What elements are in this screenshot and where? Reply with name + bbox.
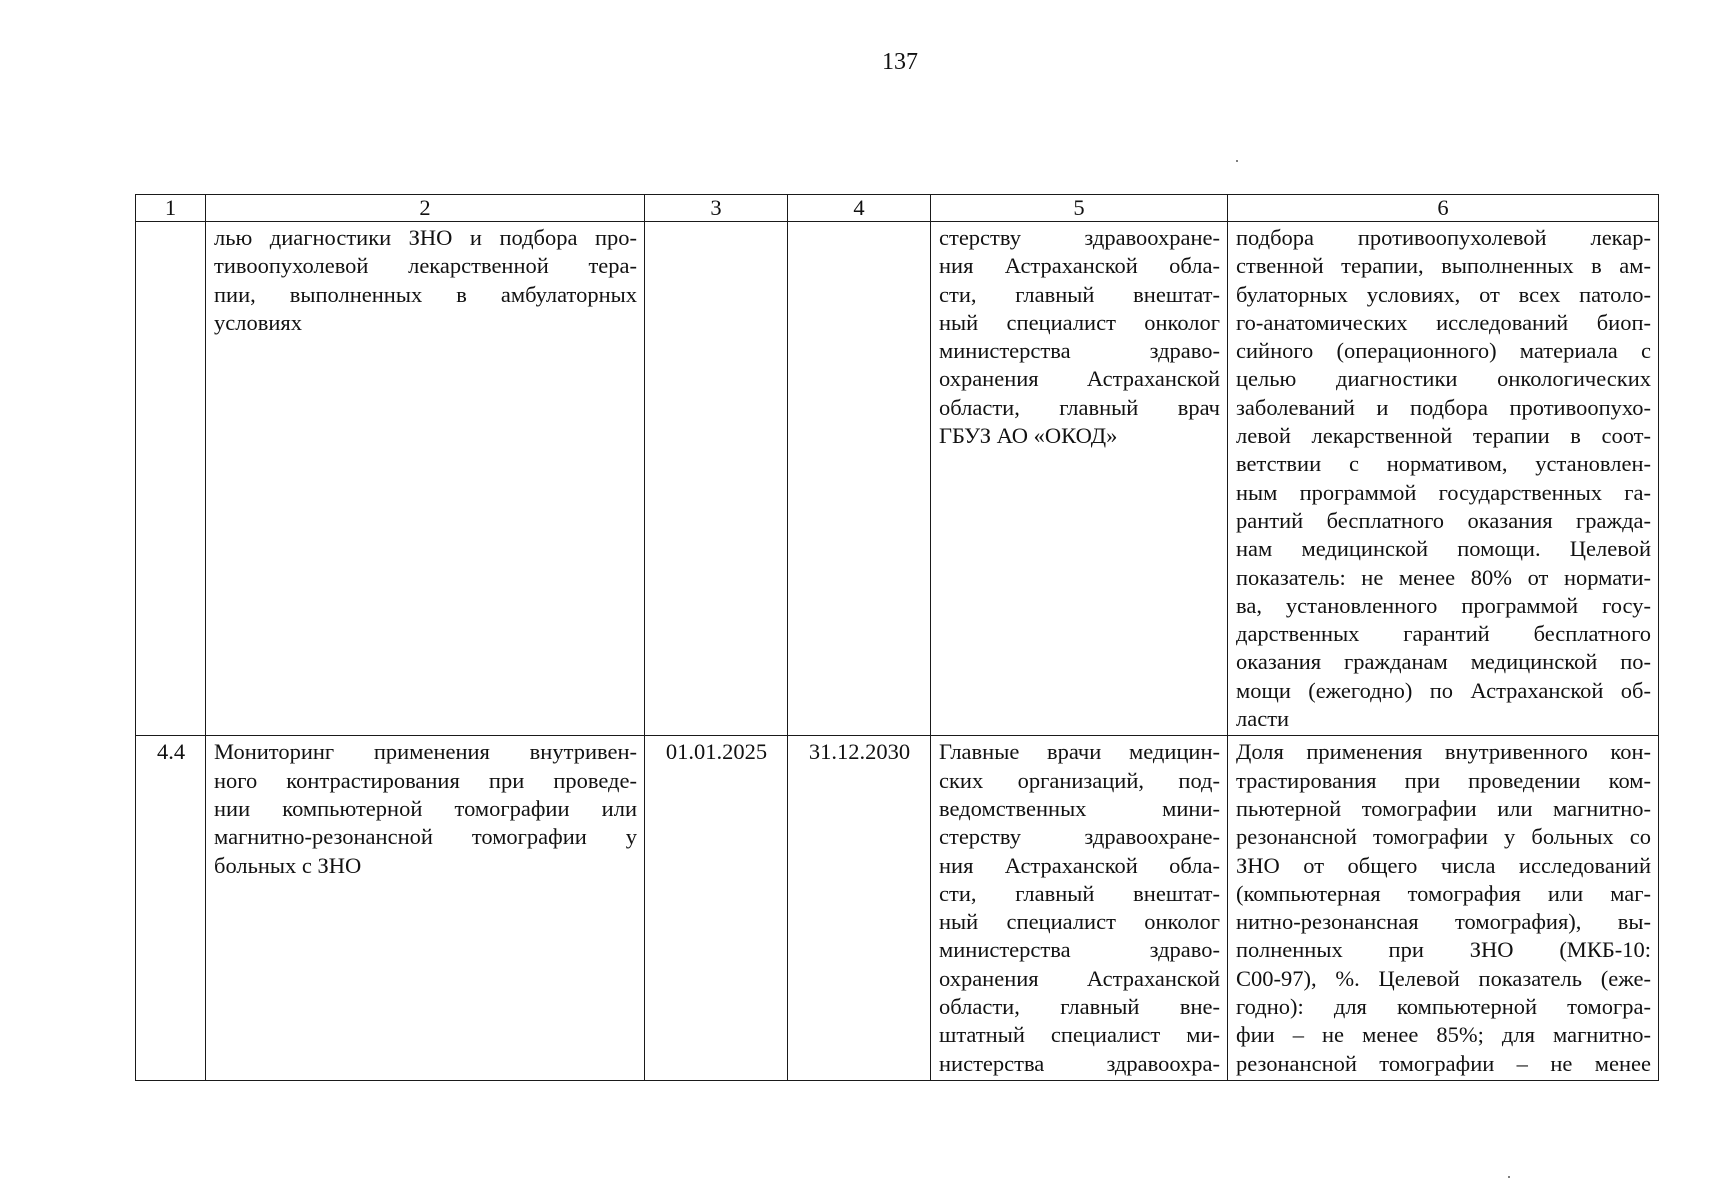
text-line: ГБУЗ АО «ОКОД»	[939, 423, 1118, 449]
start-date-cell	[645, 222, 788, 736]
text-line: пьютерной томографии или магнитно-	[1236, 795, 1651, 821]
text-line: С00-97), %. Целевой показатель (еже-	[1236, 965, 1651, 991]
text-line: ва, установленного программой госу-	[1236, 592, 1651, 618]
measure-name-cell	[206, 222, 645, 736]
text-line: оказания гражданам медицинской по-	[1236, 649, 1651, 675]
result-cell	[1228, 736, 1659, 1081]
text-line: министерства здраво-	[939, 937, 1220, 963]
text-line: ный специалист онколог	[939, 309, 1220, 335]
text-line: стерству здравоохране-	[939, 824, 1220, 850]
measures-table	[135, 194, 1659, 1081]
text-line: сти, главный внештат-	[939, 880, 1220, 906]
result-cell	[1228, 222, 1659, 736]
responsible-cell	[931, 222, 1228, 736]
text-line: го-анатомических исследований биоп-	[1236, 309, 1651, 335]
text-line: резонансной томографии – не менее	[1236, 1050, 1651, 1076]
text-line: магнитно-резонансной томографии у	[214, 824, 637, 850]
text-line: заболеваний и подбора противоопухо-	[1236, 394, 1651, 420]
text-line: булаторных условиях, от всех патоло-	[1236, 281, 1651, 307]
text-line: ветствии с нормативом, установлен-	[1236, 451, 1651, 477]
text-line: показатель: не менее 80% от нормати-	[1236, 564, 1651, 590]
text-line: охранения Астраханской	[939, 366, 1220, 392]
scan-speck	[1508, 1176, 1510, 1178]
text-line: стерству здравоохране-	[939, 225, 1220, 250]
text-line: Мониторинг применения внутривен-	[214, 739, 637, 765]
text-line: ния Астраханской обла-	[939, 253, 1220, 279]
text-line: резонансной томографии у больных со	[1236, 824, 1651, 850]
text-line: нам медицинской помощи. Целевой	[1236, 536, 1651, 562]
text-line: фии – не менее 85%; для магнитно-	[1236, 1022, 1651, 1048]
text-line: ских организаций, под-	[939, 767, 1220, 793]
text-line: ственной терапии, выполненных в ам-	[1236, 253, 1651, 279]
text-line: больных с ЗНО	[214, 852, 362, 878]
text-line: охранения Астраханской	[939, 965, 1220, 991]
text-line: области, главный врач	[939, 394, 1220, 420]
text-line: левой лекарственной терапии в соот-	[1236, 423, 1651, 449]
text-line: нии компьютерной томографии или	[214, 795, 637, 821]
end-date-cell: 31.12.2030	[788, 736, 931, 1081]
header-cell: 6	[1228, 195, 1659, 222]
header-cell: 3	[645, 195, 788, 222]
text-line: целью диагностики онкологических	[1236, 366, 1651, 392]
text-line: пии, выполненных в амбулаторных	[214, 281, 637, 307]
scan-speck	[1236, 160, 1238, 162]
text-line: ным программой государственных га-	[1236, 479, 1651, 505]
text-line: (компьютерная томография или маг-	[1236, 880, 1651, 906]
text-line: дарственных гарантий бесплатного	[1236, 621, 1651, 647]
text-line: Главные врачи медицин-	[939, 739, 1220, 765]
text-line: ласти	[1236, 706, 1290, 732]
text-line: нитно-резонансная томография), вы-	[1236, 909, 1651, 935]
table-header-row	[136, 195, 1659, 222]
responsible-cell	[931, 736, 1228, 1081]
page-number: 137	[882, 49, 918, 75]
row-number-cell	[136, 222, 206, 736]
header-cell: 1	[136, 195, 206, 222]
text-line: подбора противоопухолевой лекар-	[1236, 225, 1651, 250]
header-cell: 4	[788, 195, 931, 222]
text-line: ния Астраханской обла-	[939, 852, 1220, 878]
text-line: лью диагностики ЗНО и подбора про-	[214, 225, 637, 250]
text-line: полненных при ЗНО (МКБ-10:	[1236, 937, 1651, 963]
text-line: ный специалист онколог	[939, 909, 1220, 935]
text-line: ведомственных мини-	[939, 795, 1220, 821]
text-line: ЗНО от общего числа исследований	[1236, 852, 1651, 878]
text-line: штатный специалист ми-	[939, 1022, 1220, 1048]
start-date-cell: 01.01.2025	[645, 736, 788, 1081]
text-line: тивоопухолевой лекарственной тера-	[214, 253, 637, 279]
text-line: сийного (операционного) материала с	[1236, 338, 1651, 364]
text-line: условиях	[214, 309, 302, 335]
text-line: годно): для компьютерной томогра-	[1236, 994, 1651, 1020]
text-line: министерства здраво-	[939, 338, 1220, 364]
text-line: Доля применения внутривенного кон-	[1236, 739, 1651, 765]
text-line: трастирования при проведении ком-	[1236, 767, 1651, 793]
text-line: сти, главный внештат-	[939, 281, 1220, 307]
row-number-cell: 4.4	[136, 736, 206, 1081]
end-date-cell	[788, 222, 931, 736]
text-line: нистерства здравоохра-	[939, 1050, 1220, 1076]
text-line: ного контрастирования при проведе-	[214, 767, 637, 793]
header-cell: 5	[931, 195, 1228, 222]
text-line: рантий бесплатного оказания гражда-	[1236, 507, 1651, 533]
measure-name-cell	[206, 736, 645, 1081]
table-row	[136, 736, 1659, 1081]
header-cell: 2	[206, 195, 645, 222]
text-line: мощи (ежегодно) по Астраханской об-	[1236, 677, 1651, 703]
table-row	[136, 222, 1659, 736]
text-line: области, главный вне-	[939, 994, 1220, 1020]
